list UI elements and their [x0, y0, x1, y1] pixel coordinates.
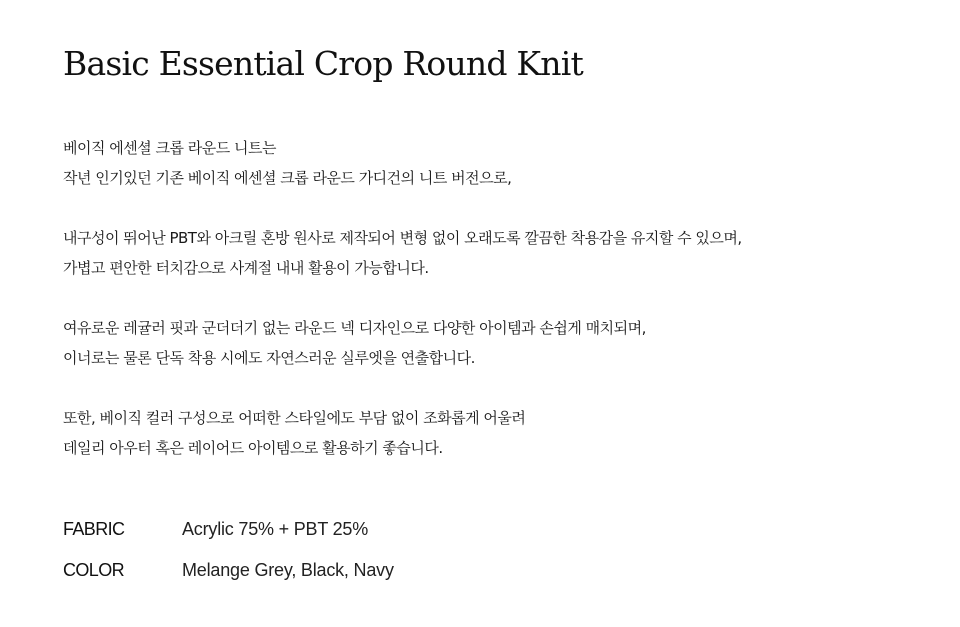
spec-row-color — [63, 556, 394, 584]
description-line: 베이직 에센셜 크롭 라운드 니트는 — [63, 139, 276, 157]
description-line: 데일리 아우터 혹은 레이어드 아이템으로 활용하기 좋습니다. — [63, 439, 443, 457]
description-line: 작년 인기있던 기존 베이직 에센셜 크롭 라운드 가디건의 니트 버전으로, — [63, 169, 512, 187]
description-line: 또한, 베이직 컬러 구성으로 어떠한 스타일에도 부담 없이 조화롭게 어울려 — [63, 409, 526, 427]
spec-row-fabric — [63, 515, 394, 543]
product-specs — [63, 515, 394, 597]
product-title: Basic Essential Crop Round Knit — [63, 44, 583, 83]
spec-label: FABRIC — [63, 518, 125, 539]
product-detail-page — [63, 0, 943, 627]
description-line: 이너로는 물론 단독 착용 시에도 자연스러운 실루엣을 연출합니다. — [63, 349, 475, 367]
product-description — [63, 133, 943, 493]
description-paragraph — [63, 313, 943, 373]
description-paragraph — [63, 133, 943, 193]
description-line: 가볍고 편안한 터치감으로 사계절 내내 활용이 가능합니다. — [63, 259, 429, 277]
spec-value: Acrylic 75% + PBT 25% — [182, 518, 369, 539]
description-line: 내구성이 뛰어난 PBT와 아크릴 혼방 원사로 제작되어 변형 없이 오래도록 깔끔한 착용감을 유지할 수 있으며, — [63, 229, 742, 247]
description-paragraph — [63, 223, 943, 283]
spec-value: Melange Grey, Black, Navy — [182, 559, 394, 580]
description-line: 여유로운 레귤러 핏과 군더더기 없는 라운드 넥 디자인으로 다양한 아이템과 손쉽게 매치되며, — [63, 319, 646, 337]
spec-label: COLOR — [63, 559, 125, 580]
description-paragraph — [63, 403, 943, 463]
